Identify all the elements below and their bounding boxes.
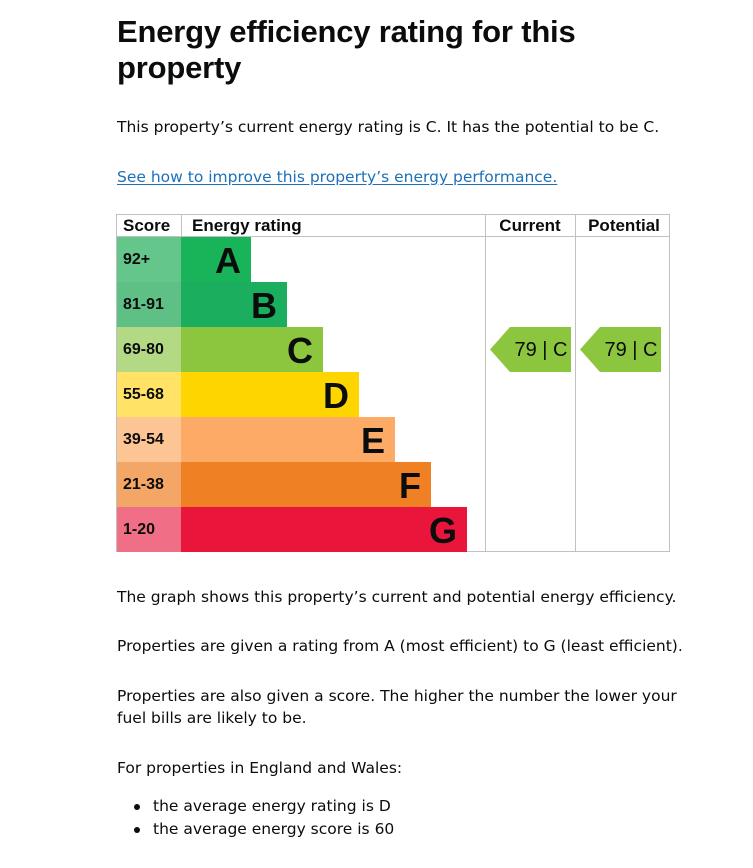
energy-rating-chart [116, 214, 672, 554]
score-label-a: 92+ [123, 251, 151, 268]
rating-letter-c: C [287, 330, 313, 371]
column-header-energy-rating: Energy rating [192, 216, 302, 235]
score-label-c: 69-80 [123, 341, 164, 358]
average-score-item: the average energy score is 60 [117, 818, 394, 841]
score-explanation: Properties are also given a score. The higher the number the lower your fuel bills are likely to be. [117, 687, 677, 727]
column-header-current: Current [499, 216, 561, 235]
score-label-e: 39-54 [123, 431, 164, 448]
improve-link-wrapper [117, 166, 557, 188]
rating-letter-e: E [360, 420, 385, 461]
score-label-g: 1-20 [123, 521, 156, 538]
average-rating-item: the average energy rating is D [117, 795, 394, 818]
current-rating-label: 79 | C [514, 339, 568, 361]
score-label-d: 55-68 [123, 386, 164, 403]
rating-bar-f [181, 462, 431, 507]
rating-letter-b: B [251, 285, 277, 326]
score-label-b: 81-91 [123, 296, 164, 313]
rating-explanation: Properties are given a rating from A (most efficient) to G (least efficient). [117, 637, 683, 655]
region-intro: For properties in England and Wales: [117, 759, 403, 777]
page-title: Energy efficiency rating for this property [117, 14, 576, 85]
column-header-score: Score [123, 216, 171, 235]
graph-explanation: The graph shows this property’s current and potential energy efficiency. [117, 588, 677, 606]
rating-letter-g: G [428, 510, 457, 551]
improve-energy-link[interactable]: See how to improve this property’s energy performance. [117, 168, 558, 186]
score-label-f: 21-38 [123, 476, 164, 493]
rating-letter-f: F [399, 465, 421, 506]
rating-letter-d: D [323, 375, 349, 416]
rating-letter-a: A [215, 240, 241, 281]
average-list [117, 795, 394, 841]
current-rating-text: This property’s current energy rating is C. It has the potential to be C. [117, 118, 660, 136]
rating-bar-g [181, 507, 467, 552]
potential-rating-label: 79 | C [604, 339, 658, 361]
column-header-potential: Potential [588, 216, 660, 235]
